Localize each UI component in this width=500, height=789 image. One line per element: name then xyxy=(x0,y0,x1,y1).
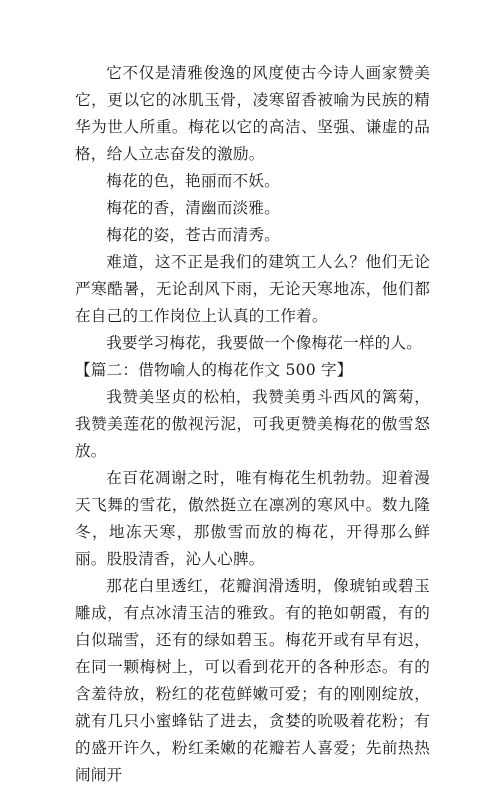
section-paragraph-3: 那花白里透红，花瓣润滑透明，像琥铂或碧玉雕成，有点冰清玉洁的雅致。有的艳如朝霞，有的白似瑞雪，还有的绿如碧玉。梅花开或有早有迟，在同一颗梅树上，可以看到花开的各种形态。有的含羞待放，粉红的花苞鲜嫩可爱；有的刚刚绽放，就有几只小蜜蜂钻了进去，贪婪的吮吸着花粉；有的盛开许久，粉红柔嫩的花瓣若人喜爱；先前热热闹闹开 xyxy=(75,577,430,784)
paragraph-4: 梅花的姿，苍古而清秀。 xyxy=(106,226,280,244)
paragraph-1: 它不仅是清雅俊逸的风度使古今诗人画家赞美它，更以它的冰肌玉骨，凌寒留香被喻为民族的精华为世人所重。梅花以它的高洁、坚强、谦虚的品格，给人立志奋发的激励。 xyxy=(75,64,430,163)
paragraph-6: 我要学习梅花，我要做一个像梅花一样的人。 xyxy=(106,334,423,352)
section-heading: 【篇二：借物喻人的梅花作文 500 字】 xyxy=(75,361,353,379)
document-body xyxy=(75,60,430,789)
section-paragraph-1: 我赞美坚贞的松柏，我赞美勇斗西风的篱菊，我赞美莲花的傲视污泥，可我更赞美梅花的傲雪怒放。 xyxy=(75,388,430,460)
paragraph-3: 梅花的香，清幽而淡雅。 xyxy=(106,199,280,217)
paragraph-5: 难道，这不正是我们的建筑工人么？他们无论严寒酷暑，无论刮风下雨，无论天寒地冻，他们都在自己的工作岗位上认真的工作着。 xyxy=(75,253,430,325)
section-paragraph-2: 在百花凋谢之时，唯有梅花生机勃勃。迎着漫天飞舞的雪花，傲然挺立在凛冽的寒风中。数九隆冬，地冻天寒，那傲雪而放的梅花，开得那么鲜丽。股股清香，沁人心脾。 xyxy=(75,469,430,568)
paragraph-2: 梅花的色，艳丽而不妖。 xyxy=(106,172,280,190)
